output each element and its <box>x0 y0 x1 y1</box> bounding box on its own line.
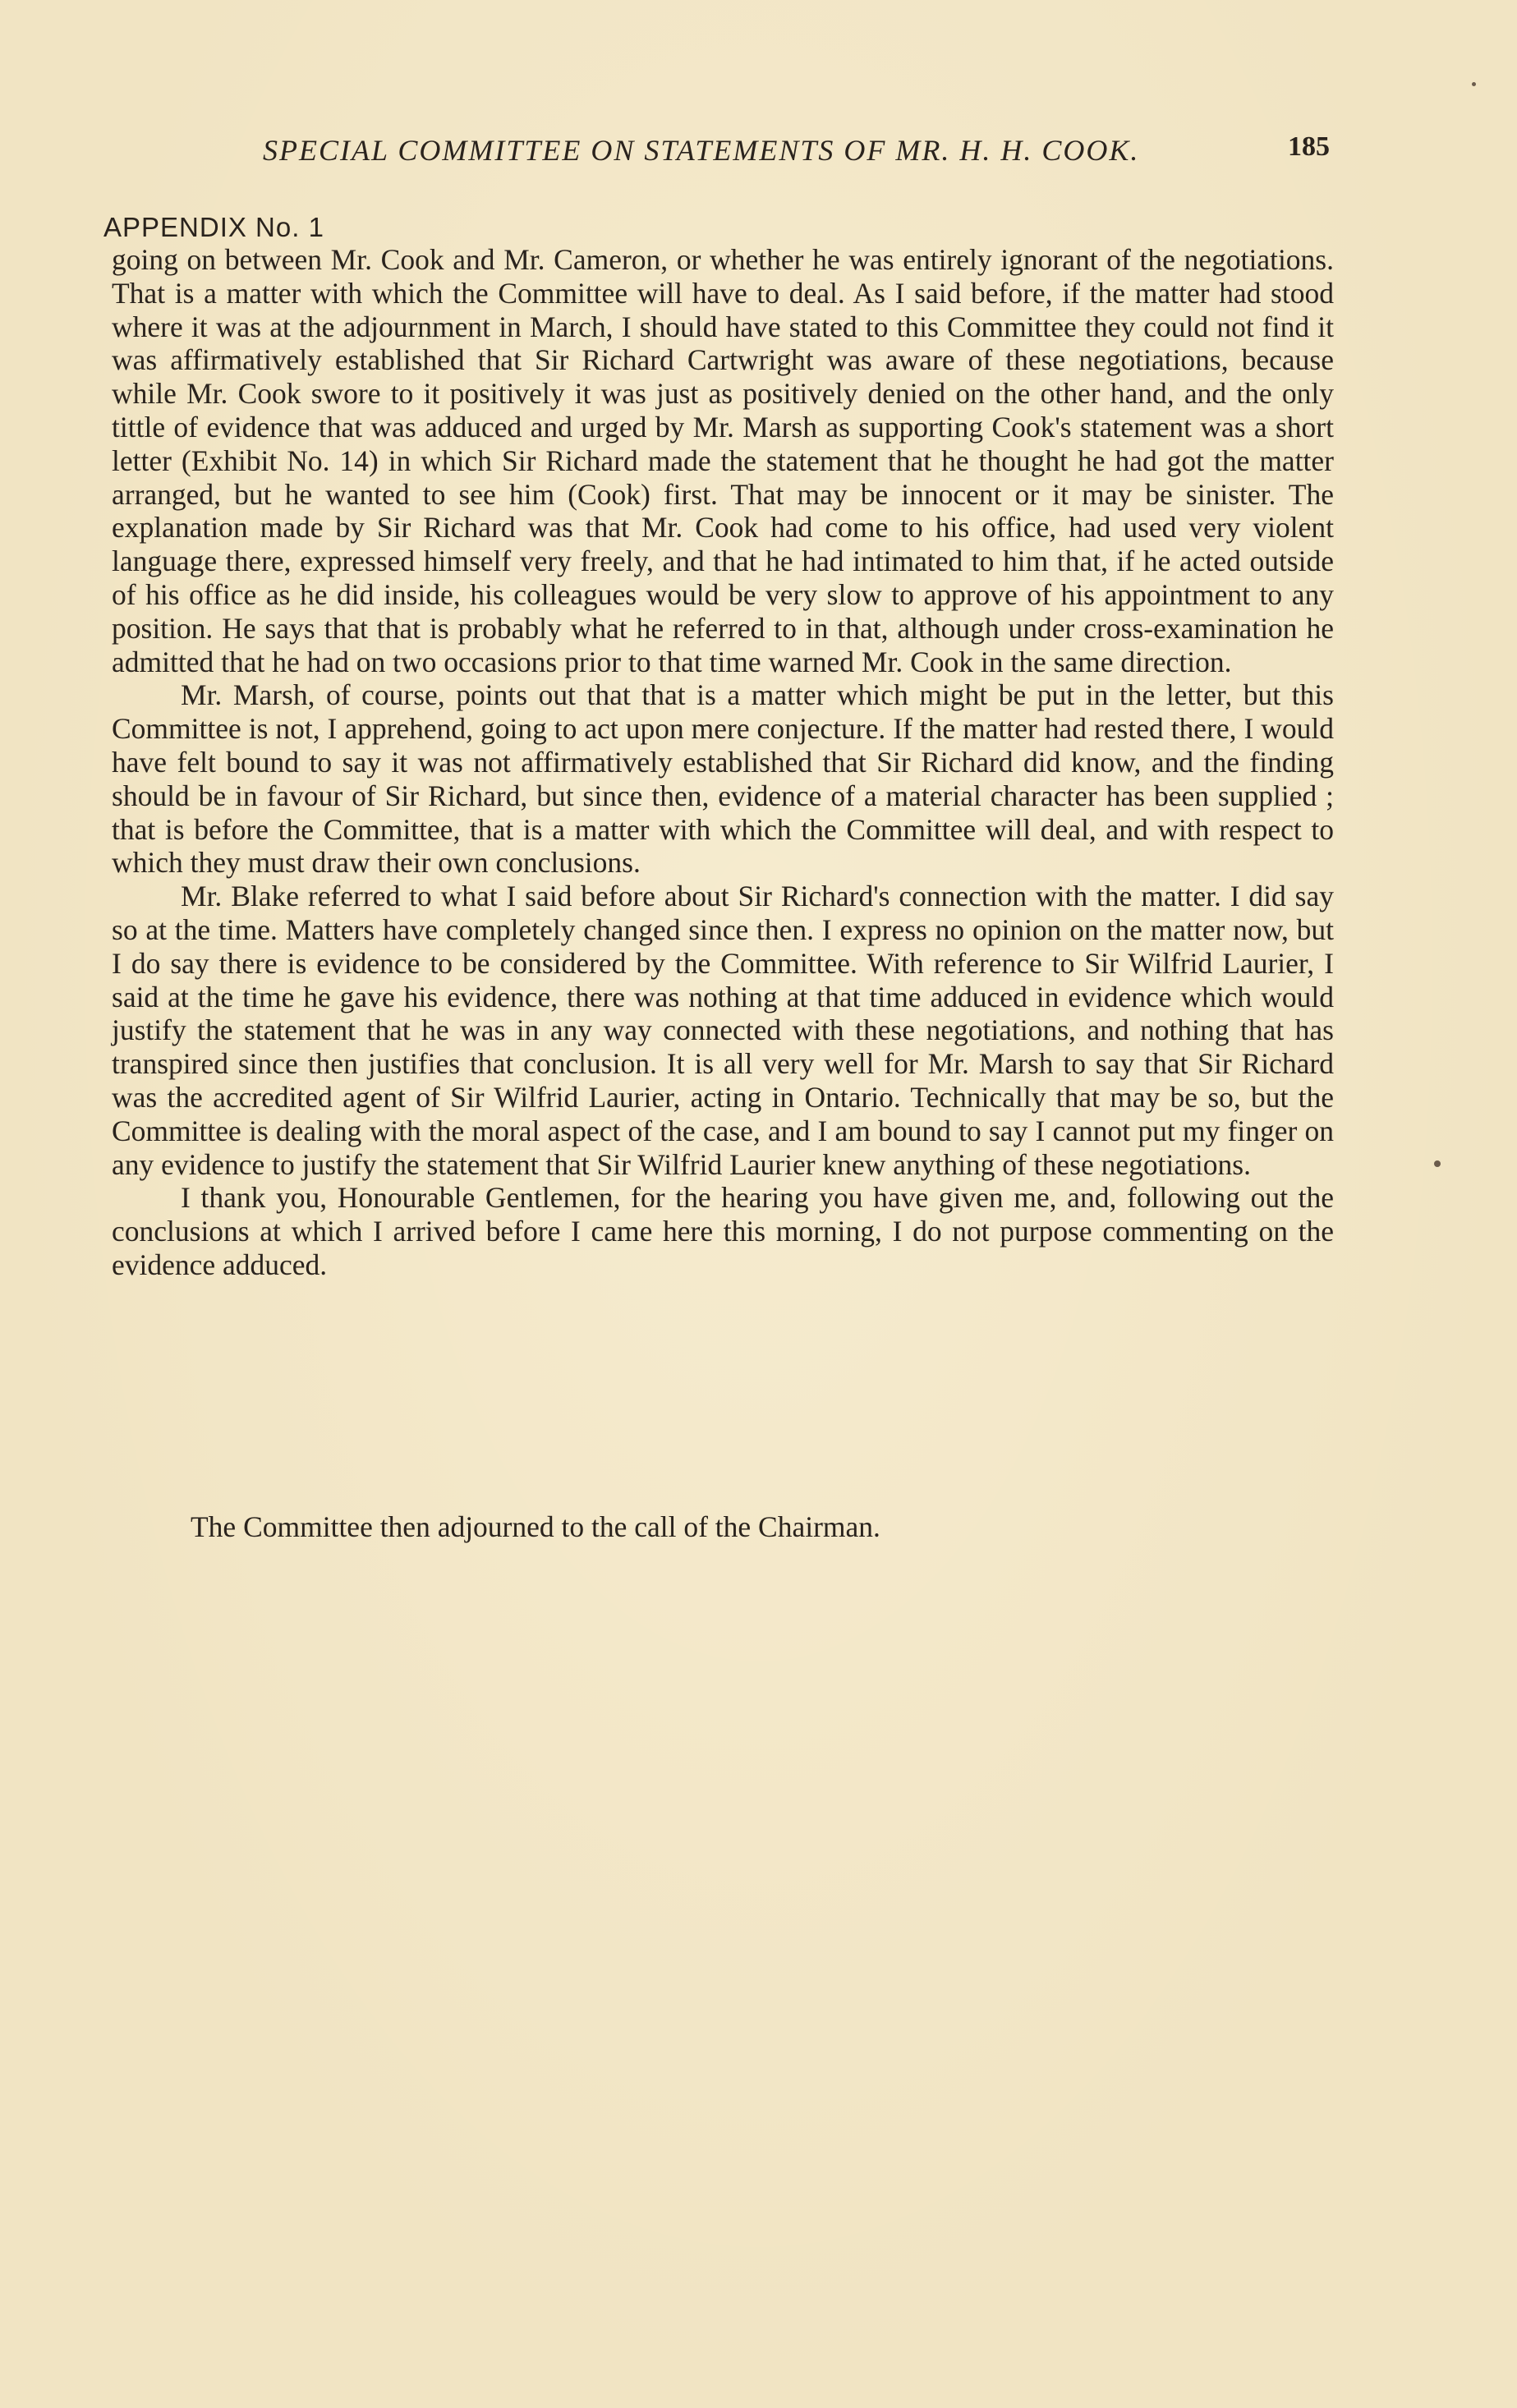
speck-mark <box>1472 82 1476 86</box>
closing-line: The Committee then adjourned to the call of the Chairman. <box>191 1510 880 1543</box>
running-head: SPECIAL COMMITTEE ON STATEMENTS OF MR. H. H. COOK. <box>263 134 1140 167</box>
body-text <box>112 243 1334 1282</box>
speck-mark <box>1434 1160 1441 1167</box>
appendix-label: APPENDIX No. 1 <box>103 212 324 242</box>
paragraph-2: Mr. Marsh, of course, points out that that is a matter which might be put in the letter, but this Committee is not, I apprehend, going to act upon mere conjecture. If the matter had rested there, I would have felt bound to say it was not affirmatively established that Sir Richard did know, and the finding should be in favour of Sir Richard, but since then, evidence of a material character has been supplied ; that is before the Committee, that is a matter with which the Committee will deal, and with respect to which they must draw their own conclusions. <box>112 678 1334 880</box>
page-number: 185 <box>1288 131 1330 162</box>
paragraph-1: going on between Mr. Cook and Mr. Cameron, or whether he was entirely ignorant of the negotiations. That is a matter with which the Committee will have to deal. As I said before, if the matter had stood where it was at the adjournment in March, I should have stated to this Committee they could not find it was affirmatively established that Sir Richard Cartwright was aware of these negotiations, because while Mr. Cook swore to it positively it was just as positively denied on the other hand, and the only tittle of evidence that was adduced and urged by Mr. Marsh as supporting Cook's statement was a short letter (Exhibit No. 14) in which Sir Richard made the statement that he thought he had got the matter arranged, but he wanted to see him (Cook) first. That may be innocent or it may be sinister. The explanation made by Sir Richard was that Mr. Cook had come to his office, had used very violent language there, expressed himself very freely, and that he had intimated to him that, if he acted outside of his office as he did inside, his colleagues would be very slow to approve of his appointment to any position. He says that that is probably what he referred to in that, although under cross-examination he admitted that he had on two occasions prior to that time warned Mr. Cook in the same direction. <box>112 243 1334 678</box>
paragraph-4: I thank you, Honourable Gentlemen, for the hearing you have given me, and, following out the conclusions at which I arrived before I came here this morning, I do not purpose commenting on the evidence adduced. <box>112 1181 1334 1281</box>
paragraph-3: Mr. Blake referred to what I said before about Sir Richard's connection with the matter. I did say so at the time. Matters have completely changed since then. I express no opinion on the matter now, but I do say there is evidence to be considered by the Committee. With reference to Sir Wilfrid Laurier, I said at the time he gave his evidence, there was nothing at that time adduced in evidence which would justify the statement that he was in any way connected with these negotiations, and nothing that has transpired since then justifies that conclusion. It is all very well for Mr. Marsh to say that Sir Richard was the accredited agent of Sir Wilfrid Laurier, acting in Ontario. Technically that may be so, but the Committee is dealing with the moral aspect of the case, and I am bound to say I cannot put my finger on any evidence to justify the statement that Sir Wilfrid Laurier knew anything of these negotiations. <box>112 880 1334 1181</box>
